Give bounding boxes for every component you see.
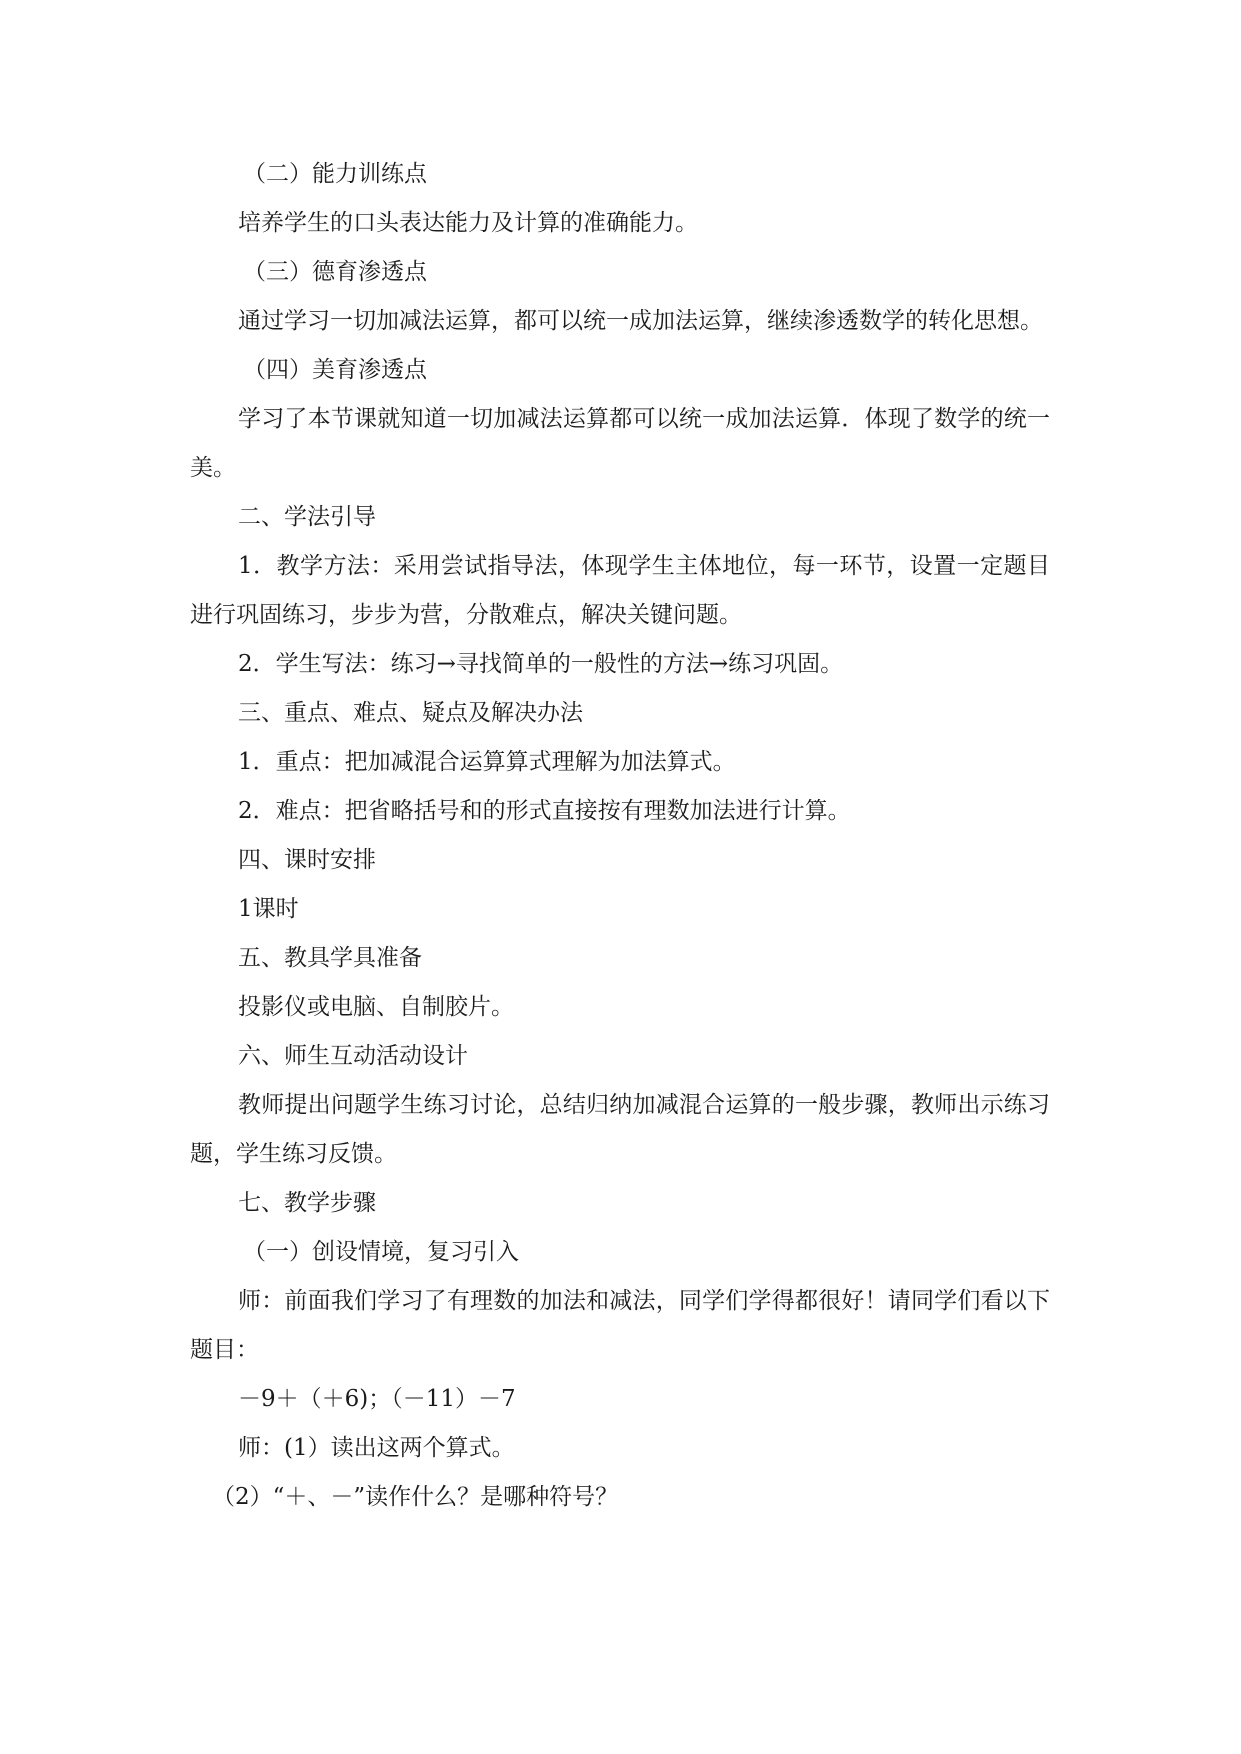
section-heading-key-points: 三、重点、难点、疑点及解决办法 — [238, 700, 583, 726]
paragraph-expressions: －9＋（＋6)；（－11）－7 — [238, 1386, 516, 1412]
paragraph-learning-method: 2．学生写法：练习→寻找简单的一般性的方法→练习巩固。 — [238, 651, 844, 677]
section-heading-interaction-design: 六、师生互动活动设计 — [238, 1043, 468, 1069]
section-heading-ability-training: （二）能力训练点 — [243, 161, 427, 187]
section-heading-moral-education: （三）德育渗透点 — [243, 259, 427, 285]
paragraph-moral-education: 通过学习一切加减法运算，都可以统一成加法运算，继续渗透数学的转化思想。 — [238, 308, 1043, 334]
paragraph-key-point: 1．重点：把加减混合运算算式理解为加法算式。 — [238, 749, 736, 775]
section-heading-study-method: 二、学法引导 — [238, 504, 376, 530]
paragraph-teacher-intro: 师：前面我们学习了有理数的加法和减法，同学们学得都很好！请同学们看以下题目： — [190, 1288, 1050, 1363]
paragraph-difficult-point: 2．难点：把省略括号和的形式直接按有理数加法进行计算。 — [238, 798, 851, 824]
section-heading-teaching-aids: 五、教具学具准备 — [238, 945, 422, 971]
section-heading-class-schedule: 四、课时安排 — [238, 847, 376, 873]
paragraph-question-1: 师：(1）读出这两个算式。 — [238, 1435, 515, 1461]
paragraph-aesthetic-education: 学习了本节课就知道一切加减法运算都可以统一成加法运算．体现了数学的统一美。 — [190, 406, 1050, 481]
paragraph-ability-training: 培养学生的口头表达能力及计算的准确能力。 — [238, 210, 698, 236]
paragraph-question-2: （2）“＋、－”读作什么？是哪种符号？ — [212, 1484, 619, 1510]
paragraph-teaching-aids: 投影仪或电脑、自制胶片。 — [238, 994, 514, 1020]
paragraph-interaction-design: 教师提出问题学生练习讨论，总结归纳加减混合运算的一般步骤，教师出示练习题，学生练习反馈。 — [190, 1092, 1050, 1167]
document-body — [190, 150, 1050, 1522]
section-heading-aesthetic-education: （四）美育渗透点 — [243, 357, 427, 383]
paragraph-class-hours: 1课时 — [238, 896, 299, 922]
section-heading-teaching-steps: 七、教学步骤 — [238, 1190, 376, 1216]
paragraph-teaching-method: 1．教学方法：采用尝试指导法，体现学生主体地位，每一环节，设置一定题目进行巩固练习，步步为营，分散难点，解决关键问题。 — [190, 553, 1050, 628]
subsection-heading-review-intro: （一）创设情境，复习引入 — [243, 1239, 519, 1265]
